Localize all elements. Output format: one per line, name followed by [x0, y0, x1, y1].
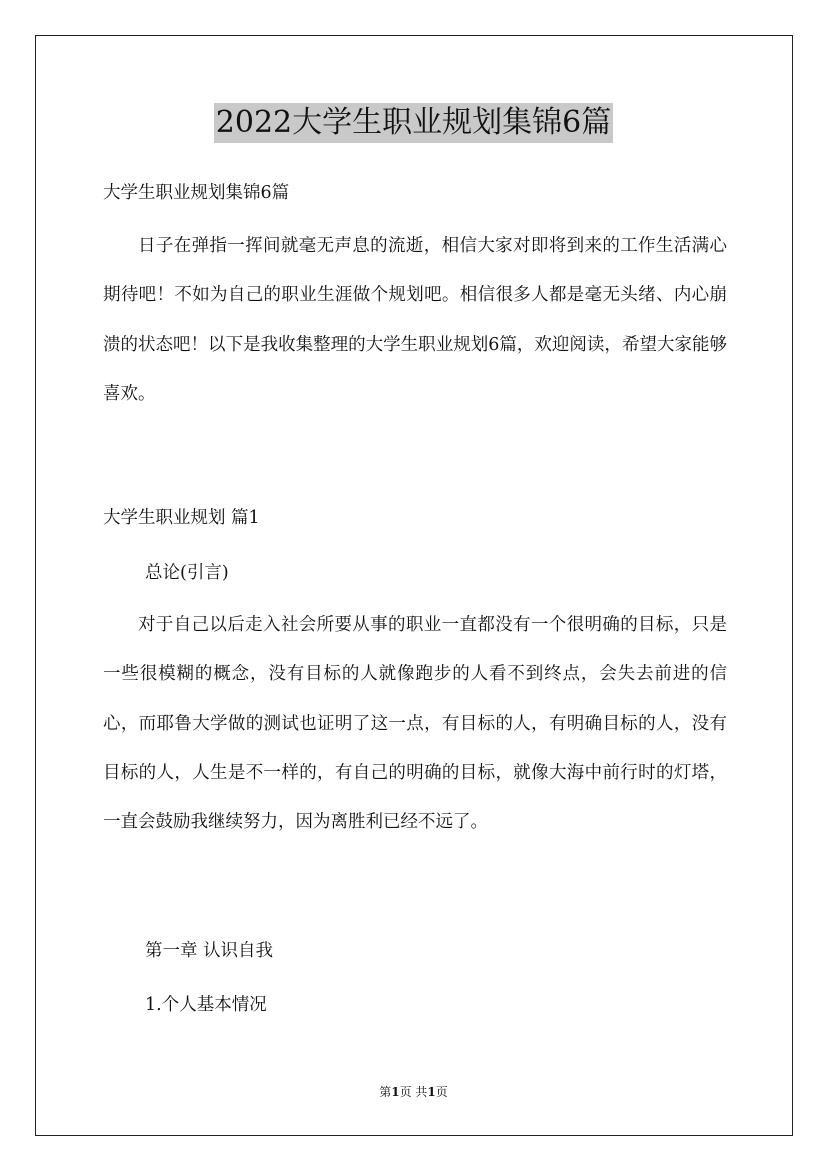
chapter-item: 1.个人基本情况	[145, 995, 267, 1015]
intro-paragraph: 日子在弹指一挥间就毫无声息的流逝，相信大家对即将到来的工作生活满心期待吧！不如为自己的职业生涯做个规划吧。相信很多人都是毫无头绪、内心崩溃的状态吧！以下是我收集整理的大学生职业规划6篇，欢迎阅读，希望大家能够喜欢。	[103, 236, 727, 404]
footer-page-mid: 页 共	[399, 1085, 428, 1099]
document-subtitle: 大学生职业规划集锦6篇	[103, 183, 290, 203]
title-container	[0, 103, 827, 143]
document-title: 2022大学生职业规划集锦6篇	[214, 103, 613, 143]
footer-page-suffix: 页	[435, 1085, 448, 1099]
section-heading: 大学生职业规划 篇1	[103, 508, 260, 528]
footer-page-total: 1	[427, 1085, 436, 1099]
sub-heading-intro: 总论(引言)	[145, 563, 229, 583]
page-footer	[0, 1084, 827, 1100]
chapter-heading: 第一章 认识自我	[145, 941, 274, 961]
footer-page-prefix: 第	[379, 1085, 392, 1099]
footer-page-current: 1	[391, 1085, 400, 1099]
section-paragraph: 对于自己以后走入社会所要从事的职业一直都没有一个很明确的目标，只是一些很模糊的概念，没有目标的人就像跑步的人看不到终点，会失去前进的信心，而耶鲁大学做的测试也证明了这一点，有目标的人，有明确目标的人，没有目标的人，人生是不一样的，有自己的明确的目标，就像大海中前行时的灯塔，一直会鼓励我继续努力，因为离胜利已经不远了。	[103, 615, 727, 833]
